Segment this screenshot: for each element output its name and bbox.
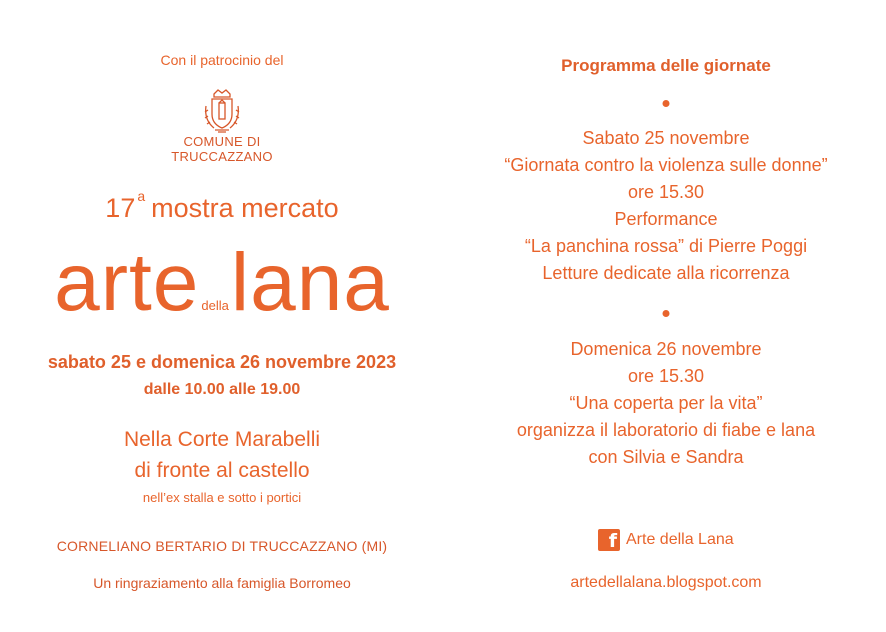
title-part-2: lana	[230, 237, 390, 328]
event-dates: sabato 25 e domenica 26 novembre 2023	[47, 352, 397, 372]
program-title: Programma delle giornate	[561, 56, 771, 75]
event-title	[54, 238, 390, 351]
program-day-2	[517, 336, 815, 471]
edition-heading	[105, 188, 339, 224]
blog-link[interactable]: artedellalana.blogspot.com	[570, 574, 762, 591]
program-day-1-line: ore 15.30	[627, 182, 705, 202]
municipality-line-2: TRUCCAZZANO	[171, 149, 273, 164]
venue-line-2: di fronte al castello	[134, 459, 310, 482]
program-day-1-line: “La panchina rossa” di Pierre Poggi	[524, 236, 808, 256]
program-day-2-line: con Silvia e Sandra	[588, 447, 744, 467]
program-day-1-line: “Giornata contro la violenza sulle donne”	[504, 155, 828, 175]
program-day-2-line: organizza il laboratorio di fiabe e lana	[516, 420, 816, 440]
town-crest-icon	[200, 88, 244, 134]
venue-note: nell’ex stalla e sotto i portici	[142, 490, 302, 505]
facebook-label: Arte della Lana	[626, 531, 734, 548]
edition-text: mostra mercato	[151, 193, 339, 223]
municipality-line-1: COMUNE DI	[183, 134, 261, 149]
event-hours: dalle 10.00 alle 19.00	[143, 381, 301, 398]
program-day-2-line: Domenica 26 novembre	[570, 339, 762, 359]
facebook-link[interactable]	[598, 529, 734, 551]
program-day-2-line: ore 15.30	[627, 366, 705, 386]
bullet-dot	[663, 100, 670, 107]
edition-number: 17	[105, 193, 136, 223]
bullet-dot	[663, 310, 670, 317]
event-place: CORNELIANO BERTARIO DI TRUCCAZZANO (MI)	[56, 538, 388, 554]
municipality-name	[171, 134, 273, 164]
title-part-1: arte	[54, 237, 200, 328]
thanks-note: Un ringraziamento alla famiglia Borromeo	[93, 575, 351, 591]
patronage-label: Con il patrocinio del	[160, 52, 284, 68]
program-day-1-line: Performance	[614, 209, 718, 229]
program-day-1-line: Letture dedicate alla ricorrenza	[542, 263, 790, 283]
program-day-2-line: “Una coperta per la vita”	[569, 393, 763, 413]
edition-suffix: a	[137, 188, 146, 204]
venue-line-1: Nella Corte Marabelli	[123, 428, 321, 451]
title-connector: della	[201, 298, 229, 313]
program-day-1-line: Sabato 25 novembre	[582, 128, 750, 148]
facebook-icon: f	[598, 529, 620, 551]
program-day-1	[504, 125, 827, 287]
